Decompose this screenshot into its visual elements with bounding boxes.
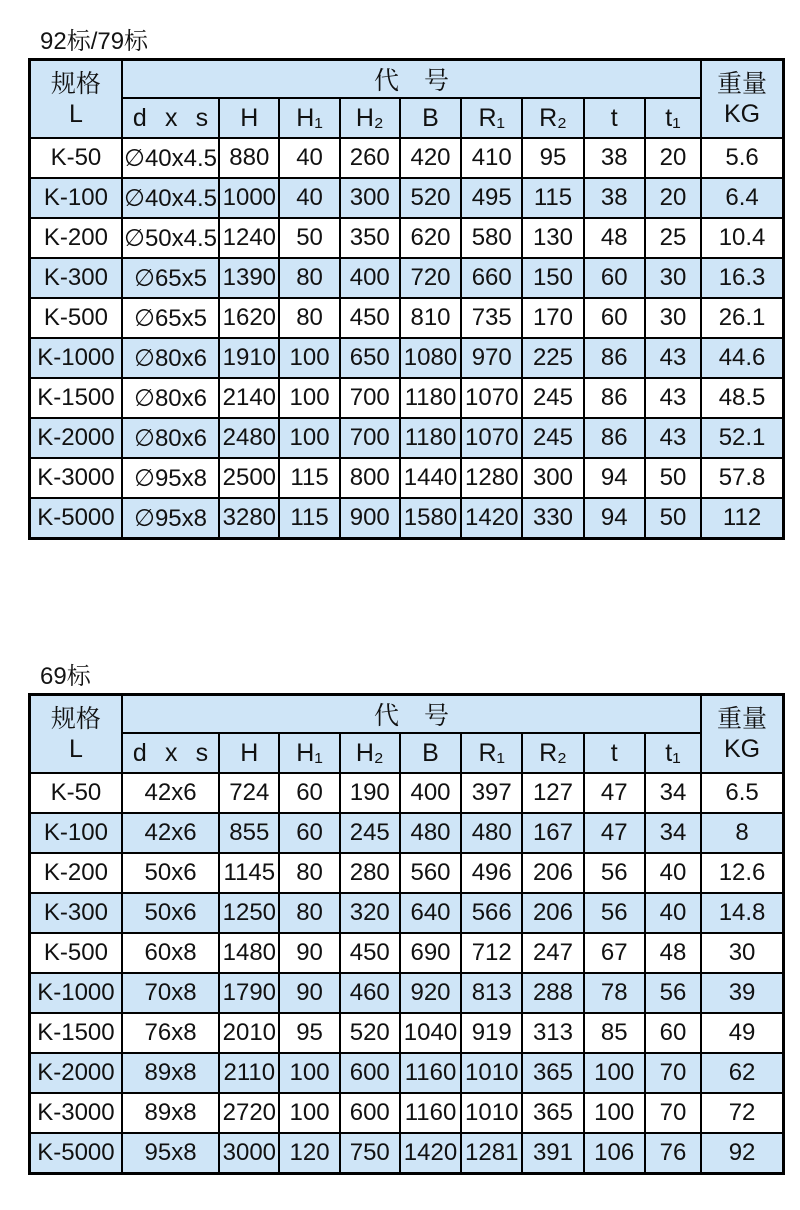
value-cell: 50: [645, 458, 701, 498]
spec-cell: K-1000: [30, 973, 122, 1013]
sub-header-row: [30, 733, 784, 773]
value-cell: 76x8: [122, 1013, 219, 1053]
table-row: [30, 1053, 784, 1093]
value-cell: 100: [584, 1053, 645, 1093]
value-cell: 330: [522, 498, 583, 538]
spec-cell: K-3000: [30, 458, 122, 498]
value-cell: 52.1: [701, 418, 783, 458]
col-header-r2: R₂: [522, 733, 583, 773]
value-cell: 206: [522, 893, 583, 933]
value-cell: 1010: [461, 1053, 522, 1093]
table-row: [30, 138, 784, 178]
value-cell: 57.8: [701, 458, 783, 498]
value-cell: 70: [645, 1093, 701, 1133]
table-row: [30, 178, 784, 218]
value-cell: 1580: [400, 498, 461, 538]
value-cell: 855: [219, 813, 279, 853]
value-cell: 600: [340, 1053, 400, 1093]
value-cell: 100: [279, 418, 339, 458]
value-cell: 225: [522, 338, 583, 378]
value-cell: 724: [219, 773, 279, 813]
value-cell: 300: [522, 458, 583, 498]
table-title: 69标: [40, 662, 91, 690]
spec-header-line2: L: [68, 735, 83, 764]
spec-cell: K-5000: [30, 1133, 122, 1173]
value-cell: 100: [279, 1093, 339, 1133]
value-cell: 620: [400, 218, 461, 258]
value-cell: 3000: [219, 1133, 279, 1173]
value-cell: 150: [522, 258, 583, 298]
value-cell: 20: [645, 178, 701, 218]
value-cell: 43: [645, 418, 701, 458]
value-cell: 206: [522, 853, 583, 893]
col-header-h: H: [219, 733, 279, 773]
value-cell: 106: [584, 1133, 645, 1173]
value-cell: 30: [645, 258, 701, 298]
value-cell: 300: [340, 178, 400, 218]
value-cell: 245: [522, 418, 583, 458]
value-cell: 2010: [219, 1013, 279, 1053]
value-cell: 8: [701, 813, 783, 853]
value-cell: 1160: [400, 1053, 461, 1093]
value-cell: 2500: [219, 458, 279, 498]
value-cell: 365: [522, 1053, 583, 1093]
value-cell: ∅80x6: [122, 418, 219, 458]
spec-cell: K-50: [30, 138, 122, 178]
value-cell: 650: [340, 338, 400, 378]
table-row: [30, 498, 784, 538]
value-cell: 900: [340, 498, 400, 538]
table-row: [30, 773, 784, 813]
col-header-r1: R₁: [461, 98, 522, 138]
col-header-t: t: [584, 733, 645, 773]
col-header-dxs: d x s: [122, 733, 219, 773]
value-cell: 12.6: [701, 853, 783, 893]
value-cell: 260: [340, 138, 400, 178]
table-row: [30, 298, 784, 338]
value-cell: 50: [645, 498, 701, 538]
value-cell: 1160: [400, 1093, 461, 1133]
col-header-t1: t₁: [645, 733, 701, 773]
spec-cell: K-1000: [30, 338, 122, 378]
spec-cell: K-500: [30, 933, 122, 973]
value-cell: 3280: [219, 498, 279, 538]
value-cell: 2720: [219, 1093, 279, 1133]
value-cell: 67: [584, 933, 645, 973]
value-cell: 100: [279, 338, 339, 378]
value-cell: 30: [645, 298, 701, 338]
group-header-row: [30, 60, 784, 99]
value-cell: 26.1: [701, 298, 783, 338]
value-cell: 10.4: [701, 218, 783, 258]
value-cell: 86: [584, 378, 645, 418]
value-cell: 80: [279, 893, 339, 933]
value-cell: 1240: [219, 218, 279, 258]
value-cell: ∅40x4.5: [122, 178, 219, 218]
value-cell: 43: [645, 378, 701, 418]
value-cell: 750: [340, 1133, 400, 1173]
value-cell: 350: [340, 218, 400, 258]
value-cell: 60: [279, 813, 339, 853]
value-cell: 14.8: [701, 893, 783, 933]
value-cell: 1480: [219, 933, 279, 973]
table-row: [30, 893, 784, 933]
table-row: [30, 973, 784, 1013]
value-cell: 60: [645, 1013, 701, 1053]
spec-table: [28, 58, 785, 540]
value-cell: 970: [461, 338, 522, 378]
value-cell: ∅80x6: [122, 378, 219, 418]
value-cell: ∅80x6: [122, 338, 219, 378]
value-cell: 95x8: [122, 1133, 219, 1173]
spec-cell: K-5000: [30, 498, 122, 538]
value-cell: 56: [584, 853, 645, 893]
table-row: [30, 813, 784, 853]
value-cell: 320: [340, 893, 400, 933]
value-cell: 44.6: [701, 338, 783, 378]
code-group-header: 代 号: [122, 695, 701, 734]
value-cell: 365: [522, 1093, 583, 1133]
value-cell: 810: [400, 298, 461, 338]
value-cell: 56: [645, 973, 701, 1013]
value-cell: 245: [522, 378, 583, 418]
col-header-b: B: [400, 98, 461, 138]
value-cell: 397: [461, 773, 522, 813]
spec-header-line2: L: [68, 100, 83, 129]
value-cell: 112: [701, 498, 783, 538]
spec-cell: K-100: [30, 178, 122, 218]
table-row: [30, 1013, 784, 1053]
value-cell: 560: [400, 853, 461, 893]
value-cell: 100: [279, 1053, 339, 1093]
value-cell: 920: [400, 973, 461, 1013]
table-row: [30, 338, 784, 378]
spec-cell: K-500: [30, 298, 122, 338]
value-cell: 48: [584, 218, 645, 258]
value-cell: 400: [340, 258, 400, 298]
spec-table-section-92-79: [28, 0, 800, 540]
table-header: [30, 695, 784, 774]
value-cell: ∅95x8: [122, 498, 219, 538]
value-cell: 1080: [400, 338, 461, 378]
value-cell: 480: [400, 813, 461, 853]
value-cell: 600: [340, 1093, 400, 1133]
value-cell: 167: [522, 813, 583, 853]
value-cell: 1390: [219, 258, 279, 298]
value-cell: 712: [461, 933, 522, 973]
value-cell: 72: [701, 1093, 783, 1133]
value-cell: ∅40x4.5: [122, 138, 219, 178]
value-cell: 1420: [461, 498, 522, 538]
value-cell: 49: [701, 1013, 783, 1053]
col-header-t: t: [584, 98, 645, 138]
value-cell: 60x8: [122, 933, 219, 973]
spec-table-section-69: [28, 540, 800, 1175]
value-cell: 1790: [219, 973, 279, 1013]
col-header-h2: H₂: [340, 733, 400, 773]
spec-cell: K-100: [30, 813, 122, 853]
value-cell: 700: [340, 378, 400, 418]
value-cell: 70x8: [122, 973, 219, 1013]
col-header-dxs: d x s: [122, 98, 219, 138]
table-row: [30, 218, 784, 258]
value-cell: 127: [522, 773, 583, 813]
value-cell: 247: [522, 933, 583, 973]
value-cell: 450: [340, 933, 400, 973]
value-cell: 245: [340, 813, 400, 853]
value-cell: 1070: [461, 378, 522, 418]
value-cell: 2140: [219, 378, 279, 418]
value-cell: 40: [645, 893, 701, 933]
value-cell: 56: [584, 893, 645, 933]
value-cell: 80: [279, 298, 339, 338]
value-cell: 76: [645, 1133, 701, 1173]
spec-cell: K-1500: [30, 378, 122, 418]
value-cell: 6.4: [701, 178, 783, 218]
table-row: [30, 933, 784, 973]
value-cell: 30: [701, 933, 783, 973]
sub-header-row: [30, 98, 784, 138]
value-cell: 86: [584, 338, 645, 378]
value-cell: 410: [461, 138, 522, 178]
value-cell: 313: [522, 1013, 583, 1053]
col-header-r1: R₁: [461, 733, 522, 773]
value-cell: 495: [461, 178, 522, 218]
spec-cell: K-3000: [30, 1093, 122, 1133]
value-cell: 95: [522, 138, 583, 178]
value-cell: 80: [279, 258, 339, 298]
value-cell: 39: [701, 973, 783, 1013]
spec-cell: K-200: [30, 218, 122, 258]
value-cell: 1420: [400, 1133, 461, 1173]
value-cell: 660: [461, 258, 522, 298]
value-cell: 391: [522, 1133, 583, 1173]
value-cell: 25: [645, 218, 701, 258]
value-cell: 40: [645, 853, 701, 893]
spec-cell: K-2000: [30, 1053, 122, 1093]
value-cell: 100: [279, 378, 339, 418]
value-cell: 43: [645, 338, 701, 378]
value-cell: 288: [522, 973, 583, 1013]
value-cell: 919: [461, 1013, 522, 1053]
value-cell: 34: [645, 813, 701, 853]
value-cell: 20: [645, 138, 701, 178]
value-cell: 566: [461, 893, 522, 933]
table-row: [30, 378, 784, 418]
value-cell: 42x6: [122, 813, 219, 853]
value-cell: 95: [279, 1013, 339, 1053]
value-cell: 580: [461, 218, 522, 258]
table-row: [30, 258, 784, 298]
value-cell: 1910: [219, 338, 279, 378]
col-header-h2: H₂: [340, 98, 400, 138]
value-cell: 115: [522, 178, 583, 218]
value-cell: 50x6: [122, 893, 219, 933]
value-cell: 1280: [461, 458, 522, 498]
value-cell: 2110: [219, 1053, 279, 1093]
value-cell: 48: [645, 933, 701, 973]
col-header-h1: H₁: [279, 98, 339, 138]
value-cell: 1440: [400, 458, 461, 498]
weight-column-header: [701, 695, 783, 774]
value-cell: 1620: [219, 298, 279, 338]
weight-header-line2: KG: [723, 735, 761, 764]
value-cell: 78: [584, 973, 645, 1013]
value-cell: 1250: [219, 893, 279, 933]
value-cell: 800: [340, 458, 400, 498]
group-header-row: [30, 695, 784, 734]
value-cell: 1000: [219, 178, 279, 218]
table-row: [30, 458, 784, 498]
value-cell: 40: [279, 138, 339, 178]
spec-cell: K-300: [30, 258, 122, 298]
value-cell: 520: [340, 1013, 400, 1053]
value-cell: 496: [461, 853, 522, 893]
value-cell: 120: [279, 1133, 339, 1173]
value-cell: 1180: [400, 378, 461, 418]
spec-cell: K-50: [30, 773, 122, 813]
spec-header-line1: 规格: [50, 69, 101, 98]
table-body: [30, 773, 784, 1173]
col-header-t1: t₁: [645, 98, 701, 138]
value-cell: 880: [219, 138, 279, 178]
value-cell: 92: [701, 1133, 783, 1173]
value-cell: 48.5: [701, 378, 783, 418]
value-cell: 90: [279, 973, 339, 1013]
col-header-h1: H₁: [279, 733, 339, 773]
value-cell: 1010: [461, 1093, 522, 1133]
col-header-b: B: [400, 733, 461, 773]
value-cell: 85: [584, 1013, 645, 1053]
value-cell: 700: [340, 418, 400, 458]
value-cell: 170: [522, 298, 583, 338]
value-cell: 6.5: [701, 773, 783, 813]
value-cell: 1070: [461, 418, 522, 458]
table-header: [30, 60, 784, 139]
weight-header-line1: 重量: [717, 69, 768, 98]
value-cell: 42x6: [122, 773, 219, 813]
value-cell: 640: [400, 893, 461, 933]
table-row: [30, 1093, 784, 1133]
value-cell: 94: [584, 498, 645, 538]
col-header-r2: R₂: [522, 98, 583, 138]
value-cell: 60: [584, 258, 645, 298]
weight-header-line1: 重量: [717, 704, 768, 733]
value-cell: 89x8: [122, 1093, 219, 1133]
weight-column-header: [701, 60, 783, 139]
value-cell: 735: [461, 298, 522, 338]
value-cell: 190: [340, 773, 400, 813]
spec-table: [28, 693, 785, 1175]
value-cell: 280: [340, 853, 400, 893]
value-cell: 1180: [400, 418, 461, 458]
value-cell: 480: [461, 813, 522, 853]
spec-column-header: [30, 695, 122, 774]
value-cell: 47: [584, 813, 645, 853]
value-cell: 520: [400, 178, 461, 218]
value-cell: 690: [400, 933, 461, 973]
value-cell: 38: [584, 178, 645, 218]
value-cell: 90: [279, 933, 339, 973]
value-cell: 89x8: [122, 1053, 219, 1093]
value-cell: 16.3: [701, 258, 783, 298]
value-cell: 60: [584, 298, 645, 338]
value-cell: 40: [279, 178, 339, 218]
value-cell: 420: [400, 138, 461, 178]
value-cell: ∅50x4.5: [122, 218, 219, 258]
value-cell: 450: [340, 298, 400, 338]
table-row: [30, 1133, 784, 1173]
value-cell: 1040: [400, 1013, 461, 1053]
value-cell: 720: [400, 258, 461, 298]
value-cell: 94: [584, 458, 645, 498]
value-cell: 38: [584, 138, 645, 178]
weight-header-line2: KG: [723, 100, 761, 129]
value-cell: 1281: [461, 1133, 522, 1173]
table-title: 92标/79标: [40, 28, 149, 55]
table-body: [30, 138, 784, 538]
code-group-header: 代 号: [122, 60, 701, 99]
value-cell: 100: [584, 1093, 645, 1133]
value-cell: 34: [645, 773, 701, 813]
value-cell: 2480: [219, 418, 279, 458]
value-cell: ∅65x5: [122, 298, 219, 338]
value-cell: 80: [279, 853, 339, 893]
value-cell: ∅95x8: [122, 458, 219, 498]
value-cell: 60: [279, 773, 339, 813]
table-row: [30, 853, 784, 893]
value-cell: 5.6: [701, 138, 783, 178]
value-cell: 62: [701, 1053, 783, 1093]
table-row: [30, 418, 784, 458]
value-cell: 460: [340, 973, 400, 1013]
value-cell: 86: [584, 418, 645, 458]
spec-cell: K-200: [30, 853, 122, 893]
value-cell: 115: [279, 458, 339, 498]
spec-header-line1: 规格: [50, 704, 101, 733]
value-cell: 400: [400, 773, 461, 813]
spec-cell: K-1500: [30, 1013, 122, 1053]
value-cell: 47: [584, 773, 645, 813]
value-cell: 130: [522, 218, 583, 258]
value-cell: 50x6: [122, 853, 219, 893]
col-header-h: H: [219, 98, 279, 138]
spec-column-header: [30, 60, 122, 139]
value-cell: 50: [279, 218, 339, 258]
value-cell: 115: [279, 498, 339, 538]
value-cell: 1145: [219, 853, 279, 893]
spec-cell: K-300: [30, 893, 122, 933]
spec-cell: K-2000: [30, 418, 122, 458]
value-cell: 70: [645, 1053, 701, 1093]
value-cell: ∅65x5: [122, 258, 219, 298]
value-cell: 813: [461, 973, 522, 1013]
